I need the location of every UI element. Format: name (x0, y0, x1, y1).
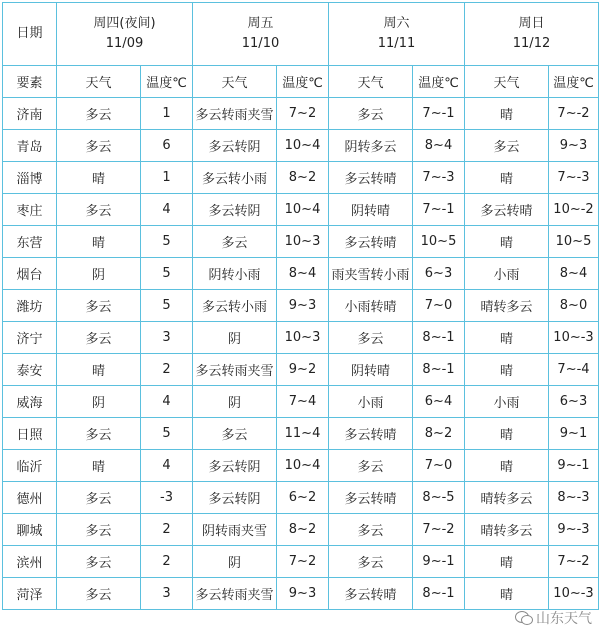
city-cell: 聊城 (3, 514, 57, 546)
temperature-cell: 4 (141, 450, 193, 482)
weather-cell: 多云 (329, 450, 413, 482)
temperature-cell: 6 (141, 130, 193, 162)
temp-label-cell: 温度℃ (277, 66, 329, 98)
city-cell: 济南 (3, 98, 57, 130)
temperature-cell: 9~1 (549, 418, 599, 450)
temperature-cell: 8~-5 (413, 482, 465, 514)
temperature-cell: 7~-2 (549, 546, 599, 578)
day-date: 11/11 (377, 36, 416, 51)
table-row (3, 322, 599, 354)
weather-cell: 小雨 (465, 258, 549, 290)
day-date: 11/10 (241, 36, 280, 51)
weather-cell: 阴 (193, 322, 277, 354)
weather-cell: 晴 (465, 546, 549, 578)
table-row (3, 386, 599, 418)
temperature-cell: 4 (141, 386, 193, 418)
temperature-cell: 7~0 (413, 290, 465, 322)
city-cell: 临沂 (3, 450, 57, 482)
weather-cell: 阴 (193, 546, 277, 578)
day-name: 周五 (247, 16, 274, 31)
day-header-fri (193, 3, 329, 66)
day-name: 周四(夜间) (93, 16, 156, 31)
weather-cell: 小雨转晴 (329, 290, 413, 322)
city-cell: 日照 (3, 418, 57, 450)
temperature-cell: 9~-1 (549, 450, 599, 482)
weather-label-cell: 天气 (57, 66, 141, 98)
weather-cell: 晴转多云 (465, 514, 549, 546)
weather-cell: 多云转晴 (329, 418, 413, 450)
city-cell: 德州 (3, 482, 57, 514)
temperature-cell: 8~4 (413, 130, 465, 162)
temperature-cell: 7~-1 (413, 194, 465, 226)
temperature-cell: 8~2 (277, 514, 329, 546)
temperature-cell: 9~3 (277, 290, 329, 322)
table-row (3, 546, 599, 578)
temperature-cell: 8~2 (413, 418, 465, 450)
temperature-cell: 1 (141, 162, 193, 194)
temperature-cell: 11~4 (277, 418, 329, 450)
temperature-cell: 9~-3 (549, 514, 599, 546)
weather-cell: 多云 (329, 514, 413, 546)
watermark (515, 608, 592, 628)
temperature-cell: 10~4 (277, 450, 329, 482)
temperature-cell: 6~4 (413, 386, 465, 418)
temperature-cell: 7~2 (277, 546, 329, 578)
temperature-cell: 3 (141, 578, 193, 610)
temperature-cell: 2 (141, 354, 193, 386)
weather-cell: 雨夹雪转小雨 (329, 258, 413, 290)
weather-cell: 多云转雨夹雪 (193, 578, 277, 610)
temperature-cell: 10~5 (549, 226, 599, 258)
temperature-cell: 8~-1 (413, 354, 465, 386)
temperature-cell: 4 (141, 194, 193, 226)
weather-cell: 多云转阴 (193, 130, 277, 162)
temperature-cell: 2 (141, 514, 193, 546)
temperature-cell: 7~2 (277, 98, 329, 130)
day-date: 11/12 (512, 36, 551, 51)
weather-label-cell: 天气 (465, 66, 549, 98)
temperature-cell: 10~-2 (549, 194, 599, 226)
temperature-cell: 8~-3 (549, 482, 599, 514)
weather-cell: 多云转小雨 (193, 162, 277, 194)
weather-cell: 多云转晴 (465, 194, 549, 226)
weather-cell: 晴 (57, 450, 141, 482)
city-cell: 烟台 (3, 258, 57, 290)
city-cell: 泰安 (3, 354, 57, 386)
temperature-cell: 6~3 (549, 386, 599, 418)
weather-cell: 多云 (57, 290, 141, 322)
temperature-cell: 10~4 (277, 194, 329, 226)
weather-cell: 晴 (465, 226, 549, 258)
weather-cell: 阴转雨夹雪 (193, 514, 277, 546)
weather-cell: 多云 (57, 514, 141, 546)
weather-cell: 多云转晴 (329, 162, 413, 194)
temperature-cell: 7~-3 (413, 162, 465, 194)
date-label-cell: 日期 (3, 3, 57, 66)
weather-cell: 多云转晴 (329, 482, 413, 514)
weather-cell: 晴 (465, 578, 549, 610)
element-label-cell: 要素 (3, 66, 57, 98)
temperature-cell: 8~4 (277, 258, 329, 290)
weather-cell: 多云转小雨 (193, 290, 277, 322)
temperature-cell: 9~2 (277, 354, 329, 386)
weather-label-cell: 天气 (329, 66, 413, 98)
temp-label-cell: 温度℃ (413, 66, 465, 98)
temperature-cell: 9~-1 (413, 546, 465, 578)
element-header-row (3, 66, 599, 98)
day-header-sun (465, 3, 599, 66)
wechat-icon (515, 611, 533, 625)
day-date: 11/09 (105, 36, 144, 51)
day-name: 周六 (383, 16, 410, 31)
temperature-cell: 3 (141, 322, 193, 354)
table-row (3, 258, 599, 290)
city-cell: 淄博 (3, 162, 57, 194)
weather-cell: 晴 (57, 354, 141, 386)
table-row (3, 514, 599, 546)
table-row (3, 450, 599, 482)
city-cell: 滨州 (3, 546, 57, 578)
city-cell: 东营 (3, 226, 57, 258)
weather-cell: 多云 (193, 226, 277, 258)
weather-cell: 多云 (57, 482, 141, 514)
weather-cell: 多云 (57, 130, 141, 162)
weather-cell: 晴 (465, 98, 549, 130)
city-cell: 济宁 (3, 322, 57, 354)
city-cell: 枣庄 (3, 194, 57, 226)
table-row (3, 162, 599, 194)
table-row (3, 482, 599, 514)
city-cell: 青岛 (3, 130, 57, 162)
weather-cell: 晴 (57, 162, 141, 194)
weather-cell: 晴 (465, 322, 549, 354)
weather-cell: 多云转阴 (193, 482, 277, 514)
weather-cell: 多云 (57, 322, 141, 354)
weather-cell: 多云转雨夹雪 (193, 98, 277, 130)
weather-cell: 阴 (193, 386, 277, 418)
weather-cell: 多云 (329, 546, 413, 578)
weather-cell: 多云 (465, 130, 549, 162)
temperature-cell: 8~2 (277, 162, 329, 194)
weather-cell: 多云 (193, 418, 277, 450)
table-row (3, 290, 599, 322)
temperature-cell: 7~-4 (549, 354, 599, 386)
temperature-cell: 5 (141, 418, 193, 450)
temperature-cell: 5 (141, 226, 193, 258)
temperature-cell: 2 (141, 546, 193, 578)
table-row (3, 418, 599, 450)
weather-cell: 阴转晴 (329, 194, 413, 226)
temperature-cell: 7~4 (277, 386, 329, 418)
temperature-cell: 6~2 (277, 482, 329, 514)
weather-cell: 多云转雨夹雪 (193, 354, 277, 386)
weather-cell: 晴 (57, 226, 141, 258)
weather-cell: 多云 (57, 578, 141, 610)
table-row (3, 194, 599, 226)
weather-cell: 晴 (465, 162, 549, 194)
table-row (3, 578, 599, 610)
temperature-cell: 7~0 (413, 450, 465, 482)
weather-cell: 晴 (465, 418, 549, 450)
weather-cell: 多云 (57, 194, 141, 226)
temperature-cell: 6~3 (413, 258, 465, 290)
watermark-text: 山东天气 (536, 611, 592, 627)
weather-cell: 多云转阴 (193, 450, 277, 482)
temperature-cell: 8~-1 (413, 322, 465, 354)
temperature-cell: 8~-1 (413, 578, 465, 610)
temperature-cell: 7~-2 (549, 98, 599, 130)
day-header-thu (57, 3, 193, 66)
weather-cell: 晴 (465, 450, 549, 482)
temperature-cell: 1 (141, 98, 193, 130)
temperature-cell: 7~-1 (413, 98, 465, 130)
city-cell: 潍坊 (3, 290, 57, 322)
temperature-cell: 7~-2 (413, 514, 465, 546)
weather-cell: 多云 (329, 322, 413, 354)
weather-cell: 小雨 (329, 386, 413, 418)
table-row (3, 130, 599, 162)
weather-cell: 晴 (465, 354, 549, 386)
weather-cell: 多云 (329, 98, 413, 130)
weather-cell: 多云 (57, 98, 141, 130)
weather-cell: 阴转晴 (329, 354, 413, 386)
date-header-row (3, 3, 599, 66)
temperature-cell: 8~4 (549, 258, 599, 290)
weather-cell: 多云转晴 (329, 226, 413, 258)
temperature-cell: 9~3 (549, 130, 599, 162)
weather-cell: 小雨 (465, 386, 549, 418)
weather-forecast-table (2, 2, 599, 610)
weather-cell: 多云 (57, 546, 141, 578)
weather-label-cell: 天气 (193, 66, 277, 98)
weather-cell: 多云转晴 (329, 578, 413, 610)
city-cell: 威海 (3, 386, 57, 418)
weather-cell: 阴转多云 (329, 130, 413, 162)
temperature-cell: 10~-3 (549, 578, 599, 610)
temp-label-cell: 温度℃ (141, 66, 193, 98)
weather-cell: 多云 (57, 418, 141, 450)
day-name: 周日 (518, 16, 545, 31)
temperature-cell: 5 (141, 258, 193, 290)
temperature-cell: 9~3 (277, 578, 329, 610)
table-row (3, 98, 599, 130)
day-header-sat (329, 3, 465, 66)
weather-cell: 阴转小雨 (193, 258, 277, 290)
table-row (3, 354, 599, 386)
weather-cell: 多云转阴 (193, 194, 277, 226)
temperature-cell: 7~-3 (549, 162, 599, 194)
temperature-cell: 10~5 (413, 226, 465, 258)
temperature-cell: 10~-3 (549, 322, 599, 354)
temperature-cell: 10~3 (277, 226, 329, 258)
temp-label-cell: 温度℃ (549, 66, 599, 98)
temperature-cell: 10~4 (277, 130, 329, 162)
weather-cell: 晴转多云 (465, 290, 549, 322)
table-row (3, 226, 599, 258)
temperature-cell: 8~0 (549, 290, 599, 322)
temperature-cell: 5 (141, 290, 193, 322)
temperature-cell: -3 (141, 482, 193, 514)
weather-cell: 阴 (57, 258, 141, 290)
weather-cell: 晴转多云 (465, 482, 549, 514)
city-cell: 菏泽 (3, 578, 57, 610)
temperature-cell: 10~3 (277, 322, 329, 354)
weather-cell: 阴 (57, 386, 141, 418)
